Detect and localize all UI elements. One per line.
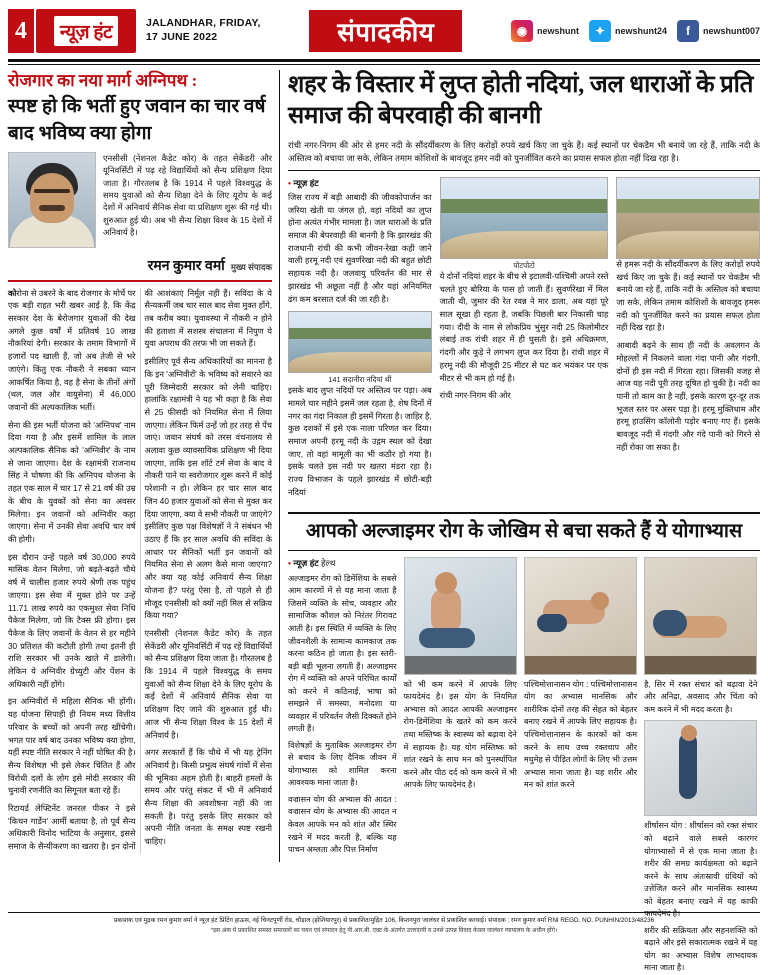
instagram-handle: newshunt — [536, 26, 579, 36]
page-footer — [8, 912, 760, 934]
facebook-icon: f — [677, 20, 699, 42]
editorial-kicker: रोजगार का नया मार्ग अग्निपथ : — [8, 70, 198, 90]
social-links — [511, 6, 760, 56]
lead-body — [288, 177, 760, 505]
edition-date — [146, 17, 261, 44]
editor-portrait — [8, 152, 96, 248]
yoga-paragraph: शीर्षासन योग : शीर्षासन को रक्त संचार को बढ़ाने वाले सबसे कारगर योगाभ्यासों में से एक माना जाता है। शरीर की समग्र कार्यक्षमता को बढ़ाने करने के साथ अंतःस्रावी ग्रंथियों को उत्तेजित करने और मानसिक स्वास्थ्य को बेहतर बनाए रखने में यह काफी फायदेमंद है। — [644, 821, 758, 919]
editorial-paragraph: इस दौरान उन्हें पहले वर्ष 30,000 रुपये मासिक वेतन मिलेगा, जो बढ़ते-बढ़ते चौथे वर्ष में चालीस हजार रुपये श्रेणी तक पहुंच जाएगा। इस सेवा में मुक्त होने पर उन्हें 11.71 लाख रुपये का एकमुश्त सेवा निधि पैकेज मिलेगा, जो कि टैक्स फ्री होगा। इस पैकेज के लिए जवानों के वेतन से हर महीने 30 प्रतिशत की कटौती होगी तथा इतनी ही राशि सरकार भी उनके खाते में डालेगी। लेकिन ये अग्निवीर ग्रेच्युटी और पेंशन के अधिकारी नहीं होंगे। — [8, 552, 136, 689]
editorial-paragraph: एनसीसी (नेशनल कैडेट कोर) के तहत सेकेंडरी और यूनिवर्सिटी में पढ़ रहे विद्यार्थियों को सैन्य प्रशिक्षण दिया जाता है। गौरतलब है कि 1914 में पहले विश्वयुद्ध के समय युवाओं को सैन्य शिक्षा देने के लिए यूरोप के कई देशों में अनिवार्य सैनिक सेवा या प्रशिक्षण दिए जाने की शुरुआत हुई थी। आज भी सैन्य शिक्षा विश्व के 15 देशों में अनिवार्य है। — [144, 628, 272, 740]
lead-headline: शहर के विस्तार में लुप्त होती नदियां, जल धाराओं के प्रति समाज की बेपरवाही की बानगी — [288, 71, 754, 130]
lead-paragraph: इसके बाद लुप्त नदियों पर अस्तित्व पर पड़ा। अब मामले चार महीने इसमें जल रहता है, शेष दिनों में नगर का गंदा निकाल ही इसमें गिरता है। जाहिर है, कुछ दशकों में इसे एक नाला परिणत कर दिया। समाज अपनी हरमू नदी के उद्गम स्थल को देखा जाए, तो वहां मामूली का भी कठौर हो गया है। इसके चलते इस नदी पर खतरा मंडरा रहा है। राज्य विभाजन के पहले झारखंड में छोटी-बड़ी नदियां — [288, 386, 432, 497]
logo-text: न्यूज़ हंट — [54, 16, 118, 46]
masthead-left — [8, 6, 261, 56]
yoga-headline: आपको अल्जाइमर रोग के जोखिम से बचा सकते हैं ये योगाभ्यास — [305, 520, 743, 542]
yoga-paragraph: अल्जाइमर रोग को डिमेंशिया के सबसे आम कारणों में से यह माना जाता है जिसमें व्यक्ति के सोच, व्यवहार और सामाजिक कौशल को निरंतर गिरावट आती है। इस स्थिति में व्यक्ति के लिए जीवनशैली के सामान्य कामकाज तक करना कठिन हो जाता है। इस स्तरी-बड़ी बड़ी भूलना लगती हैं। अल्जाइमर रोग में व्यक्ति को अपने परिचित कार्यों को करने में कठिनाई, भाषा को समझने में समस्या, मनोदशा या व्यवहार में परिवर्तन जैसी दिक्कतें होने लगती हैं। — [288, 573, 397, 734]
yoga-paragraph: पश्चिमोत्तानासन योग : पश्चिमोत्तानासन योग का अभ्यास मानसिक और शारीरिक दोनों तरह की सेहत को बेहतर बनाए रखने में आपके लिए सहायक है। पश्चिमोत्तानासन के कारकों को कम करने के साथ उच्च रक्तचाप और मधुमेह से पीड़ित लोगों के लिए भी उत्तम अभ्यास माना जाता है। यह शरीर और मन को शांत करने — [523, 679, 638, 790]
yoga-paragraph: है, सिर में रक्त संचार को बढ़ावा देने और अनिद्रा, अवसाद और चिंता को कम करने में भी मदद करता है। — [644, 679, 758, 714]
yoga-story — [288, 519, 760, 975]
lead-kicker: रांची नगर-निगम की ओर से हमर नदी के सौंदर्यीकरण के लिए करोड़ों रुपये खर्च किए जा चुके हैं। कई स्थानों पर चेकडैम भी बनाये जा रहे हैं, ताकि नदी के अस्तित्व को बचाया जा सके, लेकिन तमाम कोशिशों के बावजूद हमर नदी को पुनर्जीवित करने का प्रयास सफल होता नहीं दिख रहा है। — [288, 139, 760, 171]
editorial-column — [8, 70, 280, 862]
lead-paragraph: से हमरू नदी के सौंदर्यीकरण के लिए करोड़ों रुपये खर्च किए जा चुके हैं। कई स्थानों पर चेकडैम भी बनाये जा रहे हैं, ताकि नदी के अस्तित्व को बचाया जा सके, लेकिन तमाम कोशिशों के बावजूद हमरू नदी को पुनर्जीवित करने का प्रयास सफल होता नहीं दिख रहा है। — [616, 259, 760, 333]
social-instagram[interactable] — [511, 20, 579, 42]
yoga-paragraph: शरीर की सक्रियता और सहनशक्ति को बढ़ाने और इसे सकारात्मक रखने में यह योग का अभ्यास विशेष लाभदायक माना जाता है। — [644, 925, 758, 973]
yoga-paragraph: विशेषज्ञों के मुताबिक अल्जाइमर रोग से बचाव के लिए दैनिक जीवन में योगाभ्यास को शामिल करना आवश्यक माना जाता है। — [288, 740, 397, 788]
yoga-pose-standing-image — [644, 720, 757, 816]
edition-day: 17 JUNE 2022 — [146, 31, 218, 43]
yoga-divider — [288, 550, 760, 551]
edition-city: JALANDHAR, FRIDAY, — [146, 17, 261, 30]
masthead — [8, 6, 760, 56]
editorial-paragraph: अगर सरकारों हैं कि चौथे में भी यह ट्रेनिंग अनिवार्य है। किसी प्रभुत्व संघर्ष गांवों में सेना की भूमिका अहम होती है। बाहरी हमलों के समय और परंतु संकट में भी में अनिवार्य सैन्य शिक्षा की अवशोषना नहीं की जा सकती है। परंतु इसके लिए सरकार को अपनी नीति जनता के समक्ष स्पष्ट रखनी चाहिए। — [144, 748, 272, 847]
social-facebook[interactable] — [677, 20, 760, 42]
twitter-handle: newshunt24 — [614, 26, 667, 36]
river-photo-3 — [616, 177, 760, 259]
publication-logo — [36, 9, 136, 53]
editorial-paragraph: इसीलिए पूर्व सैन्य अधिकारियों का मानना है कि इन 'अग्निवीरों' के भविष्य को सवारने का पूरी जिम्मेदारी सरकार को लेनी चाहिए। हालांकि रक्षामंत्री ने यह भी कहा है कि सेवा से 25 फीसदी को नियमित सेना में लिया जाएगा। लेकिन फिर्म उन्हें जो हर तरह से पेंच जाएं। जवान संघर्ष को तरस वंचनालय से अलावा कुछ व्यावसायिक प्रशिक्षण भी दिया जाएगा, ताकि इस शॉर्ट टर्म सेवा के बाद वे नौकरी पाने या स्वरोजगार शुरू करने में कोई परेशानी न हो। लेकिन हर चार साल बाद जिन 40 हजार युवाओं को सेना से मुक्त कर दिया जाएगा, क्या वे सभी नौकरी पा जाएंगे? इसीलिए कुछ पक्ष विशेषज्ञों ने ने संबंधन भी उठाए हैं कि हर साल अवधि की सविंदा के आधार पर सैनिकों भर्ती इन जवानों को नियमित सेना से अलग कैसे माना जाएगा? और क्या यह कोई अनिवार्य सैन्य शिक्षा योजना है? परंतु ऐसा है, तो पहले से ही मौजूद एनसीसी को क्यों नहीं मिल से सक्रिय किया गया? — [144, 357, 273, 621]
facebook-handle: newshunt007 — [702, 26, 760, 36]
social-twitter[interactable] — [589, 20, 667, 42]
author-intro-text: एनसीसी (नेशनल कैडेट कोर) के तहत सेकेंडरी और यूनिवर्सिटी में पढ़ रहे विद्यार्थियों को सैन्य प्रशिक्षण दिया जाता है। गौरतलब है कि 1914 में पहले विश्वयुद्ध के समय युवाओं को सैन्य शिक्षा देने के लिए यूरोप के कई देशों में अनिवार्य सैनिक सेवा या प्रशिक्षण शुरू की गई थी। शुरुआत हुई थी। अब भी सैन्य शिक्षा विश्व के 15 देशों में अनिवार्य है। — [103, 152, 272, 238]
photo-caption: 141 सदानीरा नदियां थीं — [328, 375, 392, 385]
author-role: मुख्य संपादक — [230, 261, 272, 272]
author-signature — [8, 253, 272, 275]
byline-text: न्यूज़ हंट — [293, 557, 319, 568]
yoga-paragraph: को भी कम करने में आपके लिए फायदेमंद है। इस योग के नियमित अभ्यास को आदत आपकी अल्जाइमर रोग-डिमेंशिया के खतरे को कम करने तथा मस्तिष्क के स्वास्थ्य को बढ़ावा देने में सहायक है। यह योग मस्तिष्क को शांत रखने के साथ मन को पुनर्स्थापित करने और पीठ दर्द को कम करने में भी आपके लिए फायदेमंद है। — [403, 679, 517, 790]
footer-imprint: प्रकाशक एवं मुद्रक रमन कुमार वर्मा ने न्यूज़ हंट प्रिंटिंग हाऊस, नई चिनटपूर्णी रोड, चौड़ाल (होशियारपुर) से प्रकाशित/मुद्रित 106, किशनपुरा जालंधर से प्रकाशित करवाई। संपादक : रमन कुमार वर्मा RNI REGD. NO. PUNHIN/2013/48236 — [113, 916, 655, 924]
byline-bullet: • — [288, 557, 292, 568]
editorial-paragraph: सेना की इस भर्ती योजना को 'अग्निपथ' नाम दिया गया है और इसमें शामिल के लाल अल्पकालिक सैनिक को 'अग्निवीर' के नाम से जाना जाएगा। देश के रक्षामंत्री राजनाथ सिंह ने घोषणा की कि अग्निपथ योजना के तहत एक साल में चार 17 से 21 वर्ष की उम्र के बीच के युवकों को सेना का अवसर मिलेगा। इन जवानों को अग्निवीर कहा जाएगा। सेना में उनकी सेवा अवधि चार वर्ष की होगी। — [8, 420, 136, 544]
yoga-pose-sitting-image — [404, 557, 517, 675]
river-photo-2 — [440, 177, 609, 259]
editorial-paragraph: रिटायर्ड लेफ्टिनेंट जनरल पीकर ने इसे 'किचन गार्डेन' आर्मी बताया है, तो पूर्व सैन्य अधिकारी विनोद भाटिया के अनुसार, इससे समाज के सैन्यीकरण का खतरा है। इन दोनों की आशंकाएं निर्मूल नहीं हैं। सविंदा के ये सैन्यकर्मी जब चार साल बाद सेवा मुक्त होंगे, तब करीब क्या। युवावस्था में नौकरी न होने की हताशा में सशस्त्र संचालना में निपुण ये युवा अपराध की तरफ भी जा सकते हैं। — [8, 288, 272, 852]
author-block — [8, 152, 272, 248]
editorial-body — [8, 288, 272, 854]
footer-disclaimer: *इस अंक में प्रकाशित समस्त समाचारों का चयन एवं संपादन हेतु पी.आर.बी. एक्ट के अंतर्गत उत्तरदायी व उनसे उत्पन्न विवाद केवल जालंधर न्यायालय के अधीन होंगे। — [210, 928, 558, 934]
masthead-rule — [8, 59, 760, 62]
photo-caption: पोटपोटो — [513, 260, 535, 270]
lead-story — [288, 70, 760, 505]
story-divider — [288, 512, 760, 514]
lead-paragraph: ये दोनों नदियां शहर के बीच से इटालवी-पश्चिमी अपने रस्ते चलते हुए बोरिया के पास हो जाती हैं। सुवर्णरेखा में मिल जाती थी, जुमार की रेत रवन्न ने मार डाला, अब यहां पूरे साल सूखा ही रहता है, जबकि पिछली बार निकासी चाह गया। दीदी के नाम से लोकप्रिय भुंसुर नदी 25 किलोमीटर लंबाई तक रांची शहर में ही घुसती है। इसे अधिक्रमण, गंदगी और कूड़े ने लगभग लुप्त कर दिया है। रांची शहर में हरमू नदी की मौजूदी 25 मीटर से घट कर भयंकर पर एक मीटर से भी कम हो गई है। — [439, 271, 609, 383]
byline-bullet: • — [288, 177, 292, 188]
editorial-divider — [8, 280, 272, 282]
byline-text: न्यूज़ हंट — [293, 177, 319, 188]
lead-col-3 — [616, 177, 760, 505]
river-photo-1 — [288, 311, 432, 373]
yoga-byline — [288, 557, 397, 569]
lead-paragraph: रांची नगर-निगम की ओर — [439, 391, 511, 401]
editorial-paragraph: कोरोना से उबरने के बाद रोजगार के मोर्चे पर एक बड़ी राहत भरी खबर आई है, कि केंद्र सरकार देश के बेरोजगार युवाओं की देख अगले कुछ वर्षों में प्रतिवर्ष 10 लाख नौकरियां देगी। सरकार के तमाम विभागों में हजारों पद खाली हैं, जो अब तेजी से भरे जाएंगे। किंतु एक नौकरी ने सबका ध्यान आकर्षित किया है, वह है सेना के तीनों अंगों (थल, जल और वायुसेना) में 46,000 जवानों की अल्पकालिक भर्ती। — [8, 288, 136, 412]
yoga-pose-forward-bend-image — [524, 557, 637, 675]
masthead-center — [261, 6, 511, 56]
lead-byline — [288, 177, 432, 189]
lead-paragraph: आबादी बढ़ने के साथ ही नदी के अवलगन के मोहल्लों में निकलने वाला गंदा पानी और गंदगी, दोनों ही इस नदी में गिरता रहा। जिसकी वजह से आज यह नदी पूरी तरह दूषित हो चुकी है। नदी का पानी तो काम का है नहीं, इसके कारण दूर-दूर तक भूजल स्तर पर असर पड़ा है। हरमू मुक्तिधाम और हरमू हाउसिंग कॉलोनी पड़ोर बनाए गए हैं। इसके बावजूद नदी में गंदगी और गंदे पानी को गिरने से नहीं रोका जा सका है। — [616, 341, 760, 452]
section-title: संपादकीय — [309, 10, 462, 52]
page-number: 4 — [8, 9, 34, 53]
twitter-icon: ✦ — [589, 20, 611, 42]
editorial-paragraph: इन अग्निवीरों में महिला सैनिक भी होंगी। यह योजना सिपाही ही नियम मध्य वित्तीय परिवार के बच्चों को अपनी तरह खींचेगी। भगत पार वर्ष बाद उनका भविष्य क्या होगा, यहीं स्पष्ट नीति सरकार ने नहीं घोषित की है। सैन्य विशेषज्ञ भी इसे लेकर चिंतित हैं और विरोधी दलों के लोग इसे मोदी सरकार की चुनावी रणनीति का सिगूनल बता रहे हैं। — [8, 697, 136, 796]
masthead-rule-thin — [8, 64, 760, 65]
lead-col-1 — [288, 177, 432, 505]
byline-tag: हेल्थ — [320, 557, 336, 568]
yoga-pose-child-image — [644, 557, 757, 675]
editorial-headline: स्पष्ट हो कि भर्ती हुए जवान का चार वर्ष बाद भविष्य क्या होगा — [8, 96, 266, 145]
instagram-icon: ◉ — [511, 20, 533, 42]
yoga-paragraph: वज्रासन योग की अभ्यास की आदत : वज्रासन योग के अभ्यास की आदत न केवल आपके मन को शांत और स्थिर रखने में मदद करती है, बल्कि यह पाचन अम्लता और पित्त निर्माण — [288, 794, 397, 855]
author-name: रमन कुमार वर्मा — [147, 258, 225, 274]
lead-paragraph: जिस राज्य में बड़ी आबादी की जीवकोपार्जन का जरिया खेती या जंगल हो, वहां नदियों का लुप्त होना अत्यंत गंभीर मामला है। जल धाराओं के प्रति समाज की बेपरवाही की बानगी है कि झारखंड की राजधानी रांची की कभी जीवन-रेखा कही जाने वाली हरमू नदी एवं सुवर्णरेखा नदी की बहुत छोटी सहायक नदी है। जलवायु परिवर्तन की मार से झारखंड भी अछूता नहीं है और यहां अनियमित ढंग कम बरसात दर्ज की जा रही है। — [288, 192, 432, 304]
lead-col-2 — [440, 177, 609, 505]
